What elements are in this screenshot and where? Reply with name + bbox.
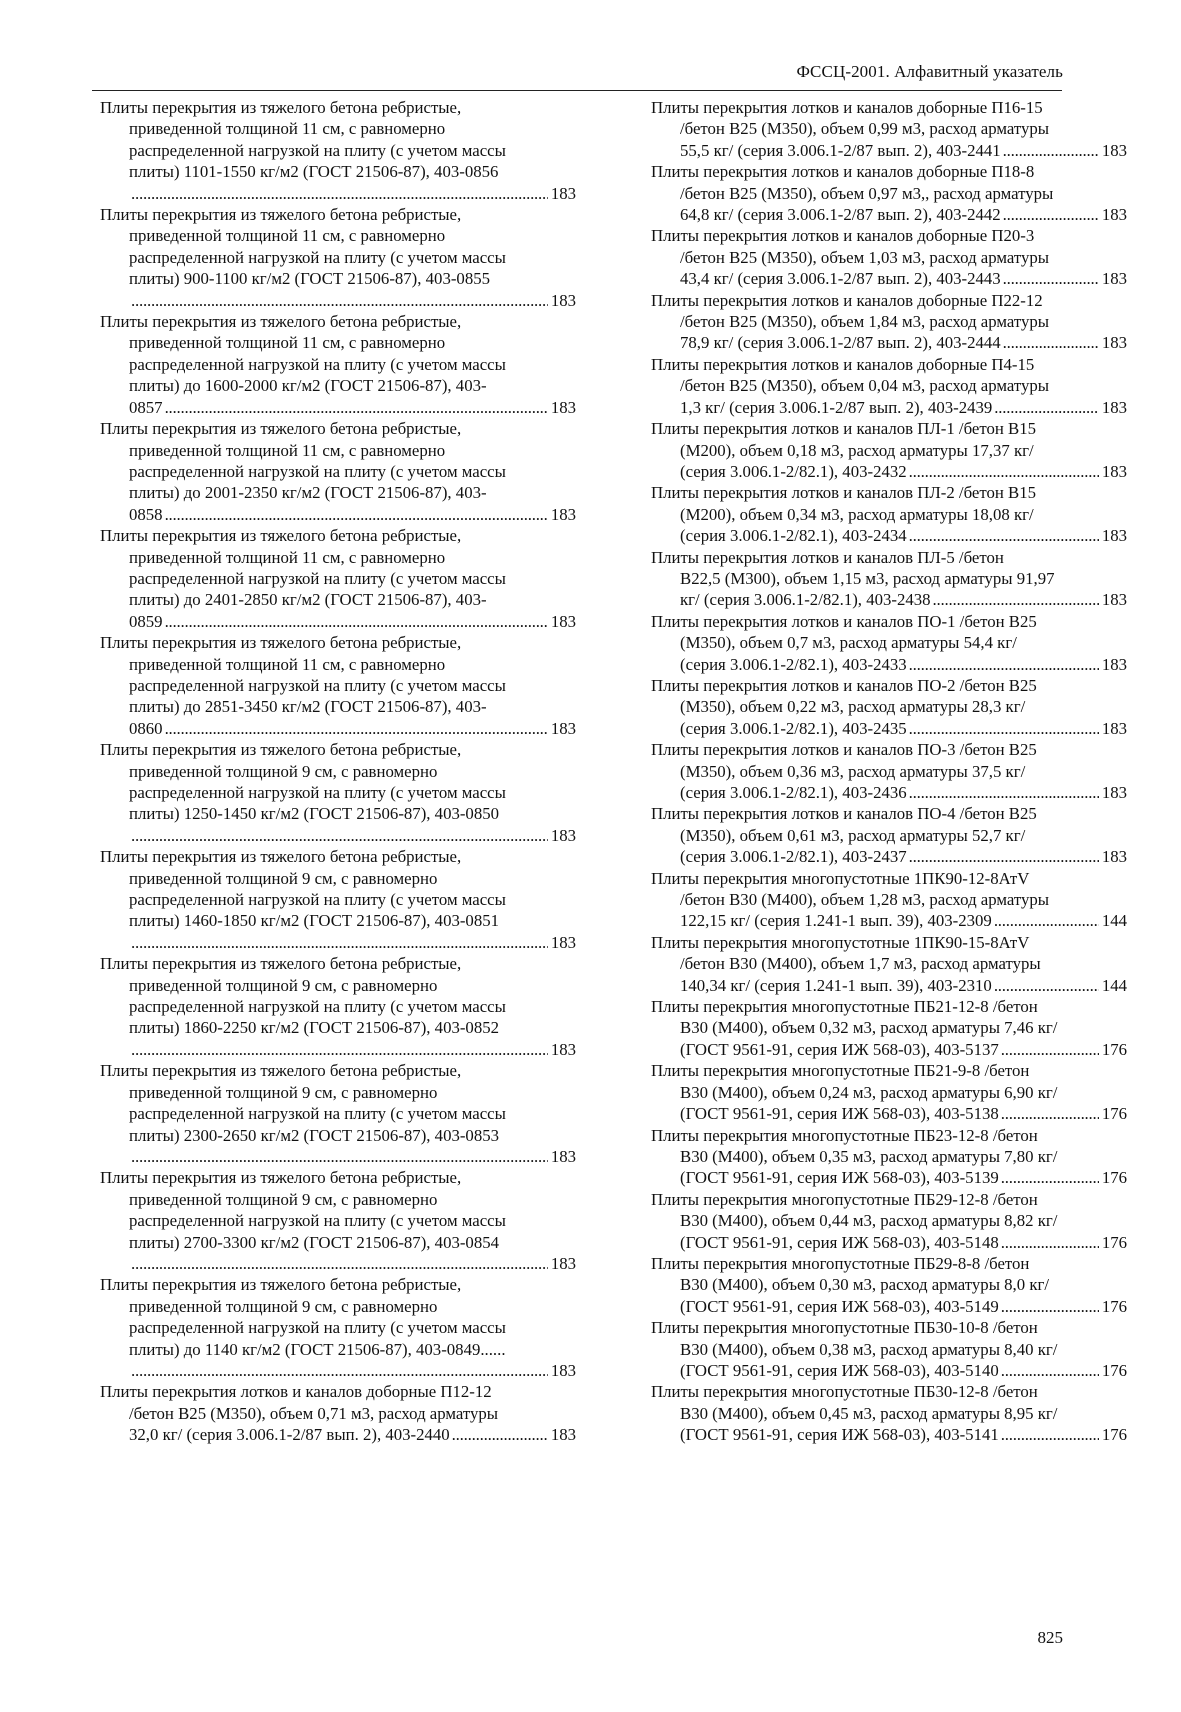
entry-tail: 78,9 кг/ (серия 3.006.1-2/87 вып. 2), 403-2444 <box>680 333 1001 353</box>
dot-leader <box>452 1424 548 1445</box>
entry-line: распределенной нагрузкой на плиту (с учетом массы <box>129 140 506 160</box>
entry-page-line <box>651 140 1127 161</box>
index-entry <box>100 632 576 739</box>
dot-leader <box>933 589 1099 610</box>
entry-line: Плиты перекрытия лотков и каналов ПО-3 /бетон В25 <box>651 740 1037 760</box>
entry-page-number: 183 <box>550 1425 576 1445</box>
entry-line: В30 (М400), объем 0,30 м3, расход арматуры 8,0 кг/ <box>680 1275 1050 1295</box>
entry-tail: 32,0 кг/ (серия 3.006.1-2/87 вып. 2), 403-2440 <box>129 1425 450 1445</box>
entry-tail: 0858 <box>129 504 163 524</box>
entry-page-line <box>651 268 1127 289</box>
dot-leader <box>131 1253 548 1274</box>
entry-page-line <box>651 1167 1127 1188</box>
entry-page-number: 183 <box>550 611 576 631</box>
entry-page-line <box>651 654 1127 675</box>
entry-page-line <box>100 397 576 418</box>
entry-line: (М350), объем 0,22 м3, расход арматуры 28,3 кг/ <box>680 697 1026 717</box>
index-entry <box>651 1253 1127 1317</box>
entry-page-line <box>100 1253 576 1274</box>
entry-page-number: 183 <box>550 397 576 417</box>
entry-line: Плиты перекрытия многопустотные ПБ29-12-8 /бетон <box>651 1189 1038 1209</box>
dot-leader <box>165 611 548 632</box>
index-entry <box>100 418 576 525</box>
header-rule <box>92 90 1062 91</box>
entry-line: В30 (М400), объем 0,32 м3, расход арматуры 7,46 кг/ <box>680 1018 1058 1038</box>
index-entry <box>651 290 1127 354</box>
index-entry <box>651 932 1127 996</box>
entry-line: Плиты перекрытия лотков и каналов доборные П4-15 <box>651 354 1035 374</box>
entry-line: плиты) 1101-1550 кг/м2 (ГОСТ 21506-87), 403-0856 <box>129 162 499 182</box>
entry-tail: (серия 3.006.1-2/82.1), 403-2433 <box>680 654 907 674</box>
index-entry <box>651 1317 1127 1381</box>
entry-line: Плиты перекрытия лотков и каналов ПЛ-2 /бетон В15 <box>651 483 1037 503</box>
dot-leader <box>165 504 548 525</box>
entry-page-line <box>100 718 576 739</box>
index-entry <box>651 1060 1127 1124</box>
dot-leader <box>131 1360 548 1381</box>
index-entry <box>100 311 576 418</box>
index-entry <box>100 97 576 204</box>
entry-line: (М200), объем 0,34 м3, расход арматуры 18,08 кг/ <box>680 504 1034 524</box>
entry-tail: 43,4 кг/ (серия 3.006.1-2/87 вып. 2), 403-2443 <box>680 269 1001 289</box>
index-entry <box>651 611 1127 675</box>
entry-tail: (ГОСТ 9561-91, серия ИЖ 568-03), 403-5137 <box>680 1039 999 1059</box>
entry-page-number: 144 <box>1101 975 1127 995</box>
entry-line: Плиты перекрытия лотков и каналов доборные П20-3 <box>651 226 1035 246</box>
dot-leader <box>165 718 548 739</box>
index-entry <box>100 525 576 632</box>
entry-line: распределенной нагрузкой на плиту (с учетом массы <box>129 1104 506 1124</box>
dot-leader <box>131 932 548 953</box>
entry-line: распределенной нагрузкой на плиту (с учетом массы <box>129 675 506 695</box>
entry-page-line <box>651 1296 1127 1317</box>
entry-line: В30 (М400), объем 0,44 м3, расход арматуры 8,82 кг/ <box>680 1211 1058 1231</box>
entry-page-number: 176 <box>1101 1296 1127 1316</box>
entry-tail: 0860 <box>129 718 163 738</box>
entry-page-number: 183 <box>1101 526 1127 546</box>
entry-page-line <box>100 1424 576 1445</box>
entry-line: плиты) до 2851-3450 кг/м2 (ГОСТ 21506-87), 403- <box>129 697 487 717</box>
dot-leader <box>1003 332 1099 353</box>
entry-tail: (серия 3.006.1-2/82.1), 403-2436 <box>680 783 907 802</box>
entry-page-line <box>100 1360 576 1381</box>
entry-line: плиты) 1460-1850 кг/м2 (ГОСТ 21506-87), 403-0851 <box>129 911 499 931</box>
entry-line: распределенной нагрузкой на плиту (с учетом массы <box>129 568 506 588</box>
entry-line: Плиты перекрытия из тяжелого бетона ребристые, <box>100 1275 462 1295</box>
entry-line: приведенной толщиной 9 см, с равномерно <box>129 868 438 888</box>
entry-tail: (ГОСТ 9561-91, серия ИЖ 568-03), 403-5148 <box>680 1232 999 1252</box>
entry-page-number: 183 <box>1101 140 1127 160</box>
entry-page-line <box>651 782 1127 803</box>
entry-line: распределенной нагрузкой на плиту (с учетом массы <box>129 461 506 481</box>
entry-line: Плиты перекрытия из тяжелого бетона ребристые, <box>100 1168 462 1188</box>
entry-line: плиты) до 1600-2000 кг/м2 (ГОСТ 21506-87), 403- <box>129 376 487 396</box>
entry-line: приведенной толщиной 11 см, с равномерно <box>129 226 446 246</box>
entry-line: /бетон В25 (М350), объем 1,03 м3, расход арматуры <box>680 247 1050 267</box>
dot-leader <box>1001 1103 1099 1124</box>
entry-line: /бетон В25 (М350), объем 0,71 м3, расход арматуры <box>129 1403 499 1423</box>
entry-line: (М350), объем 0,61 м3, расход арматуры 52,7 кг/ <box>680 825 1026 845</box>
entry-page-number: 183 <box>550 1360 576 1380</box>
entry-line: Плиты перекрытия лотков и каналов ПО-2 /бетон В25 <box>651 675 1037 695</box>
index-entry <box>100 846 576 953</box>
entry-line: Плиты перекрытия лотков и каналов доборные П16-15 <box>651 98 1043 117</box>
entry-line: В30 (М400), объем 0,24 м3, расход арматуры 6,90 кг/ <box>680 1082 1058 1102</box>
entry-line: приведенной толщиной 11 см, с равномерно <box>129 119 446 139</box>
entry-line: приведенной толщиной 9 см, с равномерно <box>129 761 438 781</box>
entry-line: распределенной нагрузкой на плиту (с учетом массы <box>129 890 506 910</box>
entry-line: приведенной толщиной 11 см, с равномерно <box>129 547 446 567</box>
dot-leader <box>909 461 1099 482</box>
index-entry <box>100 1274 576 1381</box>
entry-page-number: 176 <box>1101 1425 1127 1445</box>
entry-line: плиты) до 1140 кг/м2 (ГОСТ 21506-87), 403-0849...... <box>129 1339 506 1359</box>
entry-line: /бетон В25 (М350), объем 0,04 м3, расход арматуры <box>680 376 1050 396</box>
entry-page-line <box>651 332 1127 353</box>
entry-page-line <box>651 1103 1127 1124</box>
entry-page-line <box>651 1360 1127 1381</box>
entry-line: Плиты перекрытия лотков и каналов ПЛ-1 /бетон В15 <box>651 419 1037 439</box>
entry-tail: 122,15 кг/ (серия 1.241-1 вып. 39), 403-2309 <box>680 911 992 931</box>
dot-leader <box>131 183 548 204</box>
entry-page-number: 183 <box>1101 461 1127 481</box>
entry-tail: 140,34 кг/ (серия 1.241-1 вып. 39), 403-2310 <box>680 975 992 995</box>
entry-tail: кг/ (серия 3.006.1-2/82.1), 403-2438 <box>680 590 931 610</box>
entry-tail: 0857 <box>129 397 163 417</box>
entry-line: /бетон В25 (М350), объем 0,99 м3, расход арматуры <box>680 119 1050 139</box>
dot-leader <box>909 654 1099 675</box>
entry-line: приведенной толщиной 11 см, с равномерно <box>129 440 446 460</box>
entry-line: /бетон В25 (М350), объем 0,97 м3,, расход арматуры <box>680 183 1054 203</box>
entry-line: Плиты перекрытия из тяжелого бетона ребристые, <box>100 740 462 760</box>
entry-page-line <box>651 1232 1127 1253</box>
entry-page-number: 183 <box>550 1253 576 1273</box>
entry-line: распределенной нагрузкой на плиту (с учетом массы <box>129 783 506 802</box>
index-entry <box>651 739 1127 803</box>
entry-page-line <box>100 183 576 204</box>
page-header: ФССЦ-2001. Алфавитный указатель <box>796 62 1063 81</box>
index-entry <box>651 996 1127 1060</box>
entry-page-number: 183 <box>550 718 576 738</box>
entry-page-number: 176 <box>1101 1360 1127 1380</box>
entry-line: В30 (М400), объем 0,38 м3, расход арматуры 8,40 кг/ <box>680 1339 1058 1359</box>
index-entry <box>651 868 1127 932</box>
entry-line: распределенной нагрузкой на плиту (с учетом массы <box>129 247 506 267</box>
entry-page-line <box>651 1424 1127 1445</box>
entry-line: Плиты перекрытия лотков и каналов доборные П18-8 <box>651 162 1035 182</box>
entry-page-number: 176 <box>1101 1232 1127 1252</box>
entry-line: распределенной нагрузкой на плиту (с учетом массы <box>129 1211 506 1231</box>
entry-line: приведенной толщиной 9 см, с равномерно <box>129 1082 438 1102</box>
entry-page-line <box>100 1146 576 1167</box>
entry-line: Плиты перекрытия многопустотные ПБ30-12-8 /бетон <box>651 1382 1038 1402</box>
dot-leader <box>1001 1424 1099 1445</box>
entry-line: Плиты перекрытия многопустотные 1ПК90-12-8АтV <box>651 868 1030 888</box>
dot-leader <box>1001 1039 1099 1060</box>
entry-line: плиты) 1860-2250 кг/м2 (ГОСТ 21506-87), 403-0852 <box>129 1018 499 1038</box>
entry-page-line <box>651 461 1127 482</box>
entry-line: приведенной толщиной 11 см, с равномерно <box>129 333 446 353</box>
dot-leader <box>1003 268 1099 289</box>
dot-leader <box>994 397 1099 418</box>
entry-line: Плиты перекрытия лотков и каналов доборные П22-12 <box>651 290 1043 310</box>
entry-page-number: 183 <box>550 825 576 845</box>
entry-page-number: 183 <box>1101 205 1127 225</box>
entry-line: /бетон В30 (М400), объем 1,7 м3, расход арматуры <box>680 954 1041 974</box>
entry-page-line <box>651 397 1127 418</box>
index-entry <box>651 1189 1127 1253</box>
index-entry <box>651 418 1127 482</box>
entry-line: В22,5 (М300), объем 1,15 м3, расход арматуры 91,97 <box>680 568 1055 588</box>
entry-line: Плиты перекрытия многопустотные 1ПК90-15-8АтV <box>651 932 1030 952</box>
page-number: 825 <box>1037 1628 1063 1647</box>
index-entry <box>100 1167 576 1274</box>
index-entry <box>651 547 1127 611</box>
entry-line: плиты) 1250-1450 кг/м2 (ГОСТ 21506-87), 403-0850 <box>129 804 499 824</box>
index-column-right <box>651 97 1127 1446</box>
entry-line: плиты) до 2001-2350 кг/м2 (ГОСТ 21506-87), 403- <box>129 483 487 503</box>
entry-tail: 64,8 кг/ (серия 3.006.1-2/87 вып. 2), 403-2442 <box>680 205 1001 225</box>
entry-line: Плиты перекрытия из тяжелого бетона ребристые, <box>100 526 462 546</box>
entry-line: /бетон В25 (М350), объем 1,84 м3, расход арматуры <box>680 312 1050 332</box>
entry-line: /бетон В30 (М400), объем 1,28 м3, расход арматуры <box>680 890 1050 910</box>
entry-page-number: 176 <box>1101 1104 1127 1124</box>
entry-page-number: 183 <box>550 932 576 952</box>
entry-line: Плиты перекрытия лотков и каналов ПО-1 /бетон В25 <box>651 611 1037 631</box>
dot-leader <box>994 975 1099 996</box>
entry-tail: (серия 3.006.1-2/82.1), 403-2434 <box>680 526 907 546</box>
index-entry <box>651 1125 1127 1189</box>
entry-line: Плиты перекрытия многопустотные ПБ21-9-8 /бетон <box>651 1061 1030 1081</box>
dot-leader <box>909 718 1099 739</box>
entry-line: Плиты перекрытия многопустотные ПБ30-10-8 /бетон <box>651 1318 1038 1338</box>
index-entry <box>651 97 1127 161</box>
entry-line: Плиты перекрытия лотков и каналов ПЛ-5 /бетон <box>651 547 1004 567</box>
entry-tail: 0859 <box>129 611 163 631</box>
entry-page-line <box>651 718 1127 739</box>
entry-page-line <box>651 204 1127 225</box>
entry-page-number: 183 <box>550 1146 576 1166</box>
entry-line: Плиты перекрытия из тяжелого бетона ребристые, <box>100 633 462 653</box>
entry-page-line <box>651 975 1127 996</box>
entry-line: приведенной толщиной 9 см, с равномерно <box>129 1296 438 1316</box>
entry-page-line <box>651 589 1127 610</box>
entry-page-number: 183 <box>1101 847 1127 867</box>
entry-page-number: 183 <box>1101 397 1127 417</box>
entry-tail: (ГОСТ 9561-91, серия ИЖ 568-03), 403-5149 <box>680 1296 999 1316</box>
entry-line: распределенной нагрузкой на плиту (с учетом массы <box>129 1318 506 1338</box>
dot-leader <box>909 782 1099 803</box>
entry-line: (М350), объем 0,36 м3, расход арматуры 37,5 кг/ <box>680 761 1026 781</box>
entry-page-number: 183 <box>550 504 576 524</box>
entry-tail: (ГОСТ 9561-91, серия ИЖ 568-03), 403-5138 <box>680 1104 999 1124</box>
dot-leader <box>131 1039 548 1060</box>
dot-leader <box>1003 204 1099 225</box>
dot-leader <box>1001 1167 1099 1188</box>
entry-line: распределенной нагрузкой на плиту (с учетом массы <box>129 997 506 1017</box>
dot-leader <box>1003 140 1099 161</box>
entry-line: Плиты перекрытия лотков и каналов доборные П12-12 <box>100 1382 492 1402</box>
entry-line: плиты) до 2401-2850 кг/м2 (ГОСТ 21506-87), 403- <box>129 590 487 610</box>
entry-line: Плиты перекрытия многопустотные ПБ23-12-8 /бетон <box>651 1125 1038 1145</box>
entry-tail: (ГОСТ 9561-91, серия ИЖ 568-03), 403-5141 <box>680 1425 999 1445</box>
entry-tail: 1,3 кг/ (серия 3.006.1-2/87 вып. 2), 403-2439 <box>680 397 993 417</box>
entry-line: Плиты перекрытия из тяжелого бетона ребристые, <box>100 98 462 117</box>
entry-line: Плиты перекрытия из тяжелого бетона ребристые, <box>100 847 462 867</box>
entry-page-line <box>651 1039 1127 1060</box>
entry-line: приведенной толщиной 11 см, с равномерно <box>129 654 446 674</box>
index-entry <box>651 803 1127 867</box>
entry-tail: (серия 3.006.1-2/82.1), 403-2437 <box>680 847 907 867</box>
entry-line: распределенной нагрузкой на плиту (с учетом массы <box>129 354 506 374</box>
index-entry <box>651 482 1127 546</box>
dot-leader <box>131 290 548 311</box>
entry-page-number: 183 <box>550 183 576 203</box>
index-entry <box>100 1060 576 1167</box>
entry-page-number: 183 <box>1101 269 1127 289</box>
entry-line: Плиты перекрытия из тяжелого бетона ребристые, <box>100 205 462 225</box>
dot-leader <box>1001 1296 1099 1317</box>
entry-tail: (серия 3.006.1-2/82.1), 403-2435 <box>680 718 907 738</box>
entry-page-number: 183 <box>1101 590 1127 610</box>
index-column-left <box>100 97 576 1446</box>
entry-page-line <box>651 910 1127 931</box>
index-entry <box>651 354 1127 418</box>
entry-page-line <box>100 611 576 632</box>
index-entry <box>651 675 1127 739</box>
entry-page-number: 183 <box>550 290 576 310</box>
index-entry <box>651 161 1127 225</box>
entry-page-line <box>100 932 576 953</box>
entry-page-number: 183 <box>1101 654 1127 674</box>
entry-line: Плиты перекрытия из тяжелого бетона ребристые, <box>100 1061 462 1081</box>
entry-line: Плиты перекрытия из тяжелого бетона ребристые, <box>100 312 462 332</box>
entry-line: плиты) 900-1100 кг/м2 (ГОСТ 21506-87), 403-0855 <box>129 269 490 289</box>
dot-leader <box>1001 1360 1099 1381</box>
entry-page-number: 176 <box>1101 1168 1127 1188</box>
dot-leader <box>1001 1232 1099 1253</box>
entry-page-number: 183 <box>1101 333 1127 353</box>
entry-line: приведенной толщиной 9 см, с равномерно <box>129 975 438 995</box>
index-entry <box>100 204 576 311</box>
entry-line: В30 (М400), объем 0,35 м3, расход арматуры 7,80 кг/ <box>680 1146 1058 1166</box>
entry-line: В30 (М400), объем 0,45 м3, расход арматуры 8,95 кг/ <box>680 1403 1058 1423</box>
dot-leader <box>909 525 1099 546</box>
entry-page-line <box>651 846 1127 867</box>
entry-tail: (ГОСТ 9561-91, серия ИЖ 568-03), 403-5139 <box>680 1168 999 1188</box>
entry-line: плиты) 2700-3300 кг/м2 (ГОСТ 21506-87), 403-0854 <box>129 1232 499 1252</box>
entry-page-number: 183 <box>550 1039 576 1059</box>
index-entry <box>100 739 576 846</box>
index-entry <box>100 953 576 1060</box>
dot-leader <box>131 1146 548 1167</box>
entry-line: Плиты перекрытия лотков и каналов ПО-4 /бетон В25 <box>651 804 1037 824</box>
dot-leader <box>994 910 1099 931</box>
entry-line: плиты) 2300-2650 кг/м2 (ГОСТ 21506-87), 403-0853 <box>129 1125 499 1145</box>
entry-page-number: 183 <box>1101 718 1127 738</box>
entry-line: Плиты перекрытия многопустотные ПБ21-12-8 /бетон <box>651 997 1038 1017</box>
dot-leader <box>131 825 548 846</box>
entry-page-line <box>100 504 576 525</box>
dot-leader <box>165 397 548 418</box>
index-entry <box>651 225 1127 289</box>
entry-page-line <box>100 290 576 311</box>
entry-page-number: 183 <box>1101 783 1127 802</box>
entry-page-number: 144 <box>1101 911 1127 931</box>
entry-page-line <box>100 825 576 846</box>
entry-line: Плиты перекрытия из тяжелого бетона ребристые, <box>100 954 462 974</box>
entry-tail: 55,5 кг/ (серия 3.006.1-2/87 вып. 2), 403-2441 <box>680 140 1001 160</box>
entry-line: Плиты перекрытия из тяжелого бетона ребристые, <box>100 419 462 439</box>
entry-page-line <box>100 1039 576 1060</box>
entry-line: Плиты перекрытия многопустотные ПБ29-8-8 /бетон <box>651 1253 1030 1273</box>
entry-line: (М350), объем 0,7 м3, расход арматуры 54,4 кг/ <box>680 633 1017 653</box>
entry-line: приведенной толщиной 9 см, с равномерно <box>129 1189 438 1209</box>
entry-page-line <box>651 525 1127 546</box>
index-entry <box>100 1381 576 1445</box>
dot-leader <box>909 846 1099 867</box>
entry-tail: (серия 3.006.1-2/82.1), 403-2432 <box>680 461 907 481</box>
entry-line: (М200), объем 0,18 м3, расход арматуры 17,37 кг/ <box>680 440 1034 460</box>
entry-page-number: 176 <box>1101 1039 1127 1059</box>
index-entry <box>651 1381 1127 1445</box>
entry-tail: (ГОСТ 9561-91, серия ИЖ 568-03), 403-5140 <box>680 1360 999 1380</box>
